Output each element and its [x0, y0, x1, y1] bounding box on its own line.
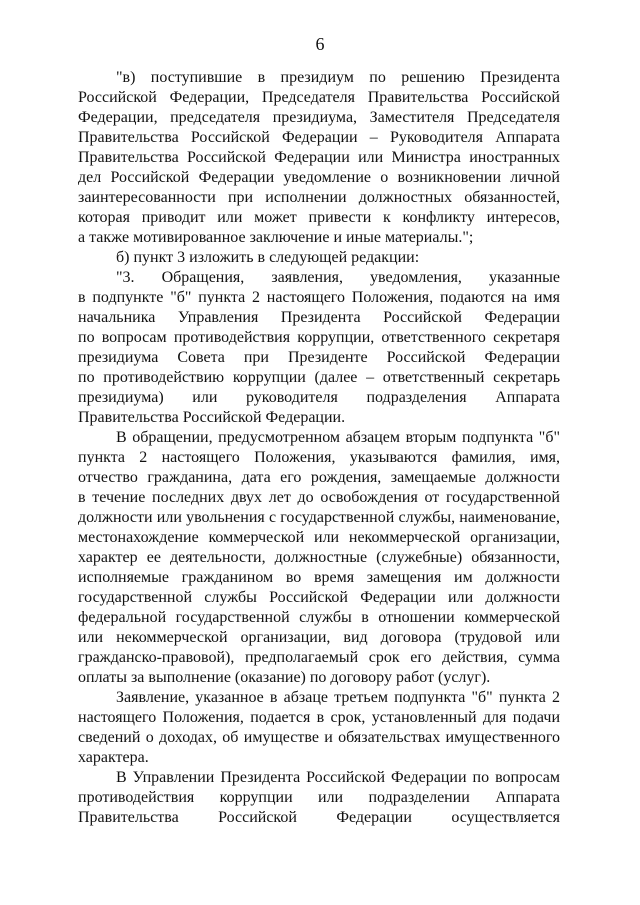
text-line: в течение последних двух лет до освобождения от государственной	[78, 489, 560, 506]
text-line: Правительства Российской Федерации осуществляется	[78, 809, 560, 826]
text-line: по вопросам противодействия коррупции, ответственного секретаря	[78, 329, 560, 346]
text-line: в подпункте "б" пункта 2 настоящего Положения, подаются на имя	[78, 289, 560, 306]
document-body	[78, 68, 560, 828]
text-line: Правительства Российской Федерации – Руководителя Аппарата	[78, 129, 560, 146]
text-line: "в) поступившие в президиум по решению Президента	[116, 69, 560, 86]
text-line: Заявление, указанное в абзаце третьем подпункта "б" пункта 2	[116, 689, 560, 706]
text-line: или некоммерческой организации, вид договора (трудовой или	[78, 629, 560, 646]
text-line: гражданско-правовой), предполагаемый срок его действия, сумма	[78, 649, 560, 666]
text-line: сведений о доходах, об имуществе и обязательствах имущественного	[78, 729, 560, 746]
text-line: которая приводит или может привести к конфликту интересов,	[78, 209, 560, 226]
text-line: дел Российской Федерации уведомление о возникновении личной	[78, 169, 560, 186]
text-line: государственной службы Российской Федерации или должности	[78, 589, 560, 606]
page-number: 6	[315, 34, 325, 54]
text-line: Правительства Российской Федерации.	[78, 409, 346, 426]
text-line: настоящего Положения, подается в срок, установленный для подачи	[78, 709, 560, 726]
text-line: исполняемые гражданином во время замещения им должности	[78, 569, 560, 586]
text-line: президиума) или руководителя подразделения Аппарата	[78, 389, 560, 406]
text-line: по противодействию коррупции (далее – ответственный секретарь	[78, 369, 560, 386]
text-line: заинтересованности при исполнении должностных обязанностей,	[78, 189, 560, 206]
text-line: начальника Управления Президента Российской Федерации	[78, 309, 560, 326]
text-line: Российской Федерации, Председателя Правительства Российской	[78, 89, 560, 106]
text-line: В Управлении Президента Российской Федерации по вопросам	[116, 769, 560, 786]
text-line: Правительства Российской Федерации или Министра иностранных	[78, 149, 560, 166]
text-line: В обращении, предусмотренном абзацем вторым подпункта "б"	[116, 429, 560, 446]
text-line: оплаты за выполнение (оказание) по договору работ (услуг).	[78, 669, 491, 686]
text-line: президиума Совета при Президенте Российской Федерации	[78, 349, 560, 366]
text-line: характера.	[78, 749, 149, 766]
text-line: федеральной государственной службы в отношении коммерческой	[78, 609, 560, 626]
text-line: б) пункт 3 изложить в следующей редакции:	[116, 249, 420, 266]
text-line: отчество гражданина, дата его рождения, замещаемые должности	[78, 469, 560, 486]
text-line: местонахождение коммерческой или некоммерческой организации,	[78, 529, 560, 546]
text-line: Федерации, председателя президиума, Заместителя Председателя	[78, 109, 560, 126]
text-line: противодействия коррупции или подразделении Аппарата	[78, 789, 560, 806]
text-line: характер ее деятельности, должностные (служебные) обязанности,	[78, 549, 560, 566]
text-line: должности или увольнения с государственной службы, наименование,	[78, 509, 560, 526]
text-line: а также мотивированное заключение и иные материалы.";	[78, 229, 474, 246]
text-line: "3. Обращения, заявления, уведомления, указанные	[116, 269, 560, 286]
text-line: пункта 2 настоящего Положения, указываются фамилия, имя,	[78, 449, 560, 466]
